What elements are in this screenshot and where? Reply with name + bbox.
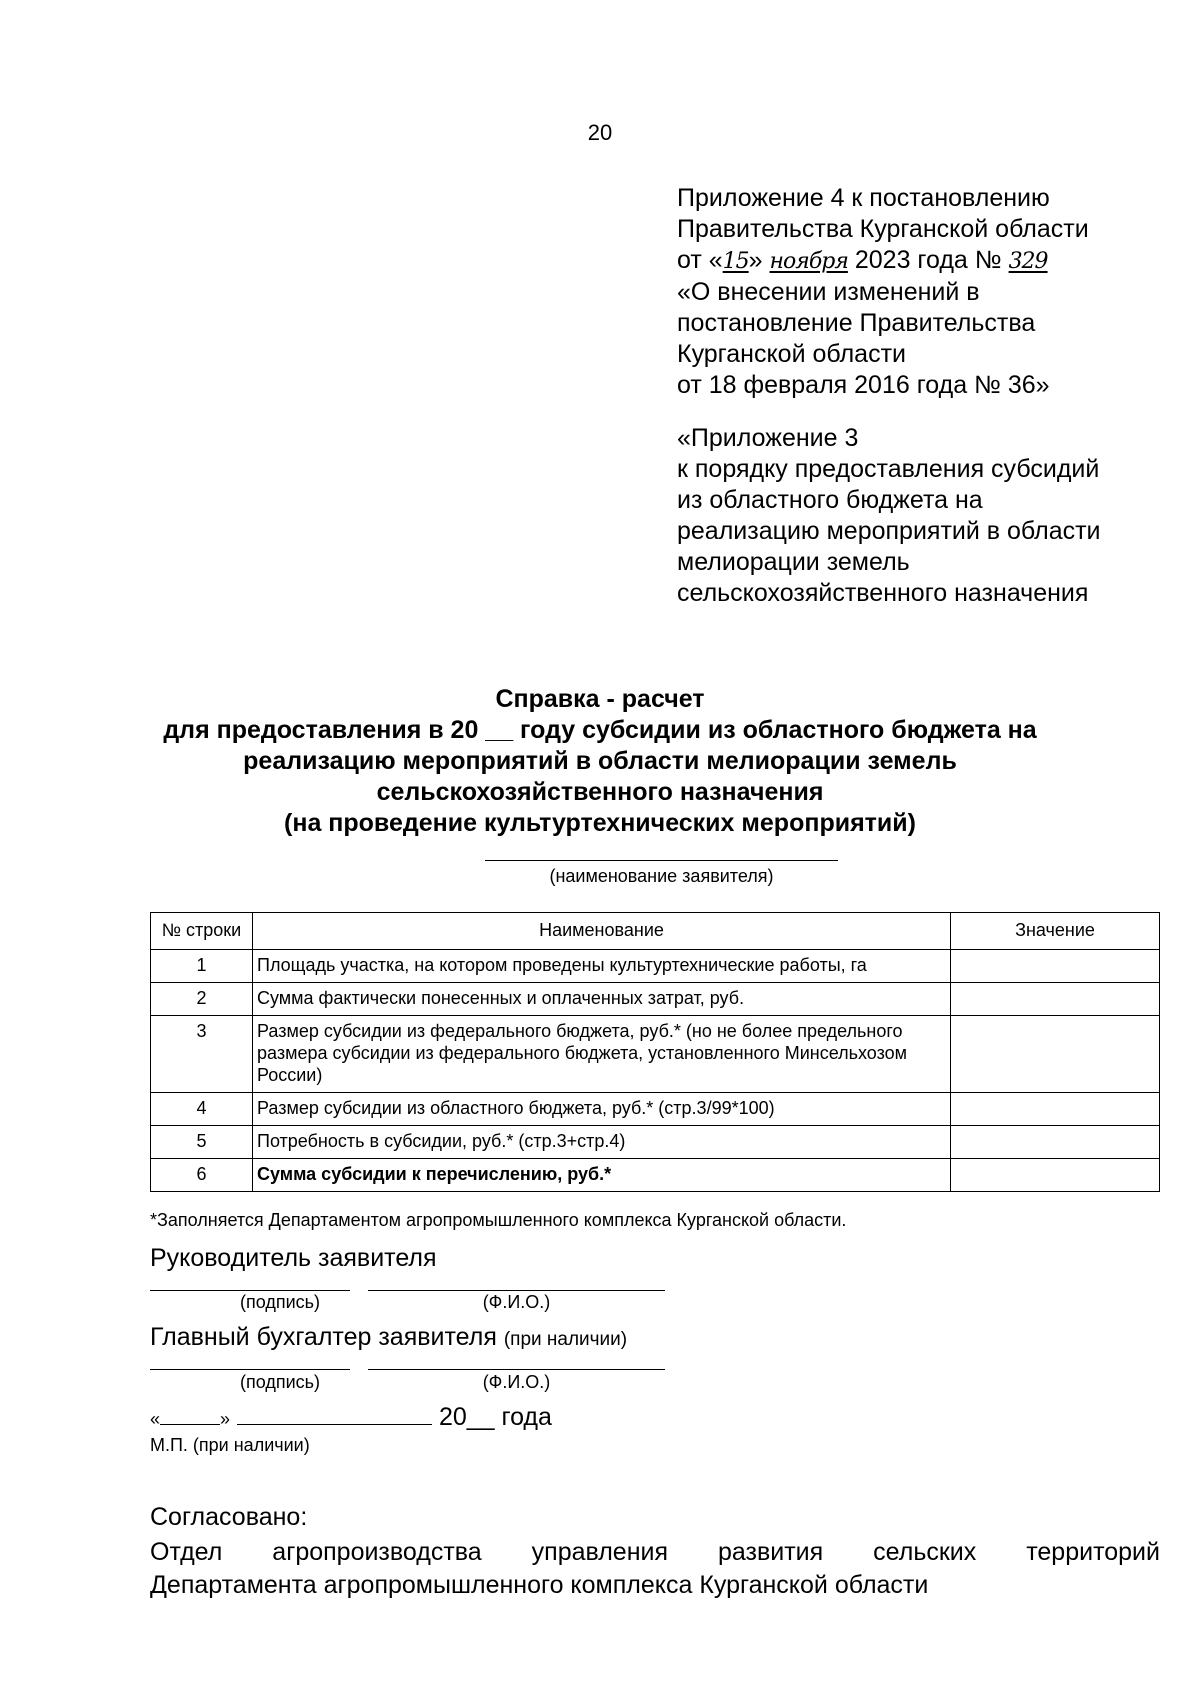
handwritten-day: 15 (722, 249, 749, 274)
table-header-row (151, 913, 1160, 950)
row-name: Сумма фактически понесенных и оплаченных затрат, руб. (253, 983, 951, 1016)
table-row (151, 1093, 1160, 1126)
row-number: 3 (151, 1016, 253, 1093)
table-row (151, 950, 1160, 983)
annex-line: «О внесении изменений в (677, 278, 980, 306)
title-line: (на проведение культуртехнических мероприятий) (284, 809, 916, 837)
title-line: для предоставления в 20 __ году субсидии из областного бюджета на (163, 716, 1037, 744)
row-number: 5 (151, 1126, 253, 1159)
accountant-signature-line[interactable] (150, 1369, 350, 1370)
agreed-department-line1 (150, 1536, 1160, 1569)
appendix-line: из областного бюджета на (677, 486, 983, 514)
date-open-quote: « (150, 1409, 161, 1429)
annex-date-prefix: от « (677, 246, 723, 274)
applicant-name-line (485, 860, 838, 861)
handwritten-month: ноября (769, 249, 848, 274)
row-number: 1 (151, 950, 253, 983)
calculation-table (150, 912, 1160, 1192)
appendix-line: мелиорации земель (677, 548, 910, 576)
row-name: Размер субсидии из областного бюджета, руб.* (стр.3/99*100) (253, 1093, 951, 1126)
date-month-field[interactable] (237, 1424, 432, 1425)
applicant-caption: (наименование заявителя) (549, 866, 774, 886)
agreed-label: Согласовано: (150, 1503, 308, 1531)
row-name: Размер субсидии из федерального бюджета, руб.* (но не более предельного размера субсидии из федерального бюджета, установленного Минсельхозом России) (253, 1016, 951, 1093)
head-fio-line[interactable] (368, 1290, 665, 1291)
head-signature-caption: (подпись) (239, 1292, 321, 1312)
agreed-department (150, 1536, 1160, 1602)
row-name: Потребность в субсидии, руб.* (стр.3+стр.4) (253, 1126, 951, 1159)
footnote: *Заполняется Департаментом агропромышленного комплекса Курганской области. (150, 1210, 847, 1230)
accountant-note: (при наличии) (503, 1329, 628, 1350)
header-value: Значение (951, 913, 1160, 950)
annex-line: постановление Правительства (677, 309, 1036, 337)
annex-line: Правительства Курганской области (677, 215, 1089, 243)
accountant-title: Главный бухгалтер заявителя (150, 1323, 497, 1351)
table-row (151, 1126, 1160, 1159)
appendix-line: реализацию мероприятий в области (677, 517, 1101, 545)
head-signature-line[interactable] (150, 1290, 350, 1291)
head-signature-title: Руководитель заявителя (150, 1244, 437, 1272)
accountant-fio-caption: (Ф.И.О.) (482, 1372, 551, 1392)
title-line: сельскохозяйственного назначения (376, 778, 824, 806)
row-value-field[interactable] (951, 1016, 1160, 1093)
row-value-field[interactable] (951, 1126, 1160, 1159)
agreed-word: территорий (1026, 1538, 1160, 1566)
table-row (151, 1016, 1160, 1093)
handwritten-number: 329 (1008, 249, 1048, 274)
table-row (151, 1159, 1160, 1192)
annex-line: от 18 февраля 2016 года № 36» (677, 371, 1050, 399)
row-value-field[interactable] (951, 950, 1160, 983)
title-line: реализацию мероприятий в области мелиорации земель (243, 747, 957, 775)
row-value-field[interactable] (951, 983, 1160, 1016)
table-row (151, 983, 1160, 1016)
page-number: 20 (587, 120, 613, 145)
row-number: 6 (151, 1159, 253, 1192)
appendix-header (677, 423, 1157, 609)
appendix-line: сельскохозяйственного назначения (677, 579, 1089, 607)
agreed-word: сельских (873, 1538, 977, 1566)
stamp-note: М.П. (при наличии) (150, 1435, 310, 1455)
row-name: Сумма субсидии к перечислению, руб.* (253, 1159, 951, 1192)
appendix-line: «Приложение 3 (677, 424, 859, 452)
annex-line: Приложение 4 к постановлению (677, 184, 1050, 212)
agreed-department-line2: Департамента агропромышленного комплекса Курганской области (150, 1571, 929, 1599)
row-name: Площадь участка, на котором проведены культуртехнические работы, га (253, 950, 951, 983)
signature-date-row (150, 1403, 552, 1432)
row-number: 4 (151, 1093, 253, 1126)
head-fio-caption: (Ф.И.О.) (482, 1292, 551, 1312)
date-year-text: 20__ года (438, 1403, 552, 1431)
annex-header (677, 183, 1157, 401)
agreed-word: агропроизводства (272, 1538, 482, 1566)
row-value-field[interactable] (951, 1159, 1160, 1192)
header-name: Наименование (253, 913, 951, 950)
annex-date-year: 2023 года № (854, 246, 1002, 274)
annex-line: Курганской области (677, 340, 907, 368)
annex-date-line (677, 245, 1157, 277)
date-close-quote: » (220, 1409, 231, 1429)
appendix-line: к порядку предоставления субсидий (677, 455, 1100, 483)
title-line: Справка - расчет (495, 685, 705, 713)
accountant-fio-line[interactable] (368, 1369, 665, 1370)
accountant-signature-caption: (подпись) (239, 1372, 321, 1392)
date-day-field[interactable] (160, 1424, 220, 1425)
agreed-word: развития (718, 1538, 824, 1566)
document-title (60, 684, 1140, 839)
accountant-signature-title (150, 1323, 627, 1352)
annex-date-mid: » (748, 246, 763, 274)
header-row-number: № строки (151, 913, 253, 950)
agreed-word: Отдел (150, 1538, 223, 1566)
row-number: 2 (151, 983, 253, 1016)
agreed-word: управления (531, 1538, 669, 1566)
row-value-field[interactable] (951, 1093, 1160, 1126)
